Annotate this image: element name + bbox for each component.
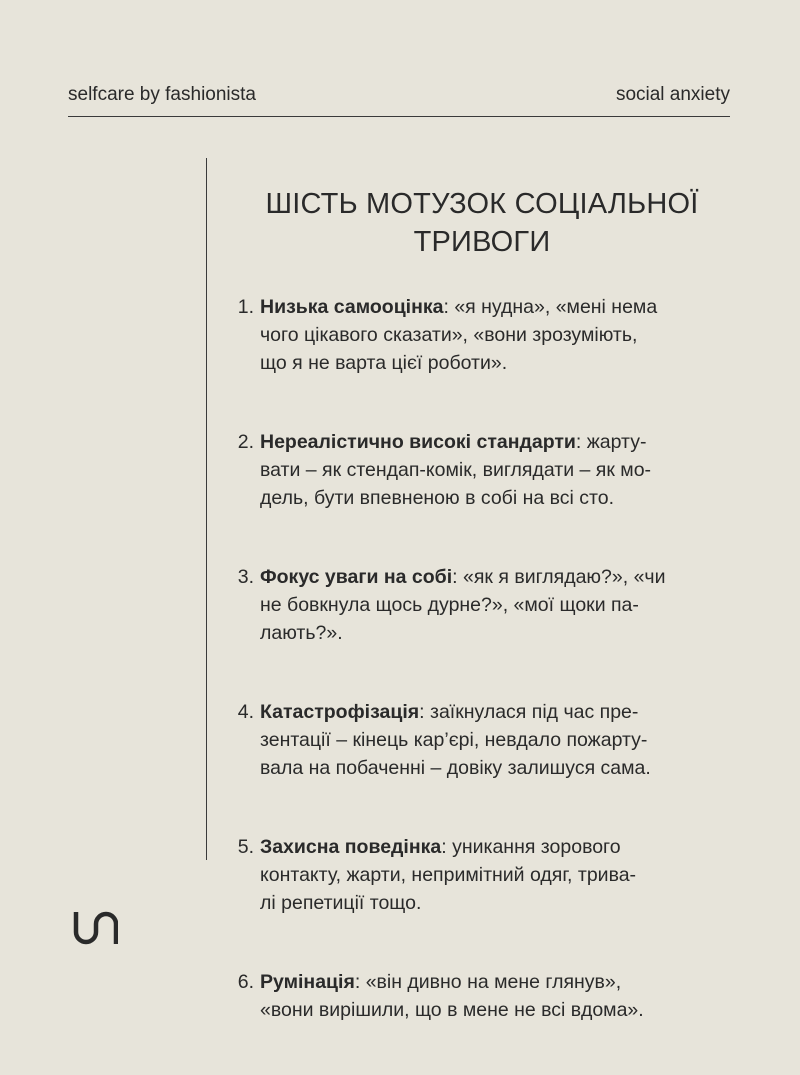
- item-body: Низька самооцінка: «я нудна», «мені нема чого цікавого сказати», «вони зрозуміють, що я не варта цієї роботи».: [260, 296, 658, 374]
- item-line: контакту, жарти, непримітний одяг, трива-: [260, 864, 637, 886]
- item-line: дель, бути впевненою в собі на всі сто.: [260, 487, 614, 509]
- main-content: [232, 185, 732, 1075]
- vertical-divider: [206, 158, 207, 860]
- item-line: що я не варта цієї роботи».: [260, 352, 508, 374]
- item-line: «він дивно на мене глянув»,: [365, 971, 622, 993]
- item-number: 3.: [237, 566, 254, 588]
- item-line: лі репетиції тощо.: [260, 892, 422, 914]
- item-line: зентації – кінець кар’єрі, невдало пожарту-: [260, 729, 648, 751]
- page-title: [232, 185, 732, 261]
- item-line: чого цікавого сказати», «вони зрозуміють,: [260, 324, 638, 346]
- item-number: 5.: [237, 836, 254, 858]
- item-line: вати – як стендап-комік, виглядати – як мо-: [260, 459, 652, 481]
- item-line: «я нудна», «мені нема: [454, 296, 658, 318]
- item-line: лають?».: [260, 622, 343, 644]
- fashionista-logo-icon: [72, 910, 118, 946]
- item-body: Захисна поведінка: уникання зорового контакту, жарти, непримітний одяг, трива- лі репетиції тощо.: [260, 836, 637, 914]
- item-line: жарту-: [586, 431, 647, 453]
- item-line: вала на побаченні – довіку залишуся сама.: [260, 757, 651, 779]
- list-item: [232, 968, 732, 1024]
- item-body: Румінація: «він дивно на мене глянув», «вони вирішили, що в мене не всі вдома».: [260, 971, 644, 1021]
- list-item: [232, 698, 732, 782]
- item-number: 1.: [237, 296, 254, 318]
- list-item: [232, 833, 732, 917]
- item-number: 6.: [237, 971, 254, 993]
- item-number: 4.: [237, 701, 254, 723]
- item-term: Захисна поведінка: [260, 836, 442, 858]
- item-line: не бовкнула щось дурне?», «мої щоки па-: [260, 594, 639, 616]
- item-term: Катастрофізація: [260, 701, 420, 723]
- list-item: [232, 563, 732, 647]
- item-term: Румінація: [260, 971, 355, 993]
- title-line-1: ШІСТЬ МОТУЗОК СОЦІАЛЬНОЇ: [265, 188, 699, 220]
- brand-label: selfcare by fashionista: [68, 84, 256, 105]
- item-line: «як я виглядаю?», «чи: [463, 566, 666, 588]
- title-line-2: ТРИВОГИ: [413, 226, 551, 258]
- topic-label: social anxiety: [615, 84, 730, 105]
- item-body: Катастрофізація: заїкнулася під час пре- зентації – кінець кар’єрі, невдало пожарту- вала на побаченні – довіку залишуся сама.: [260, 701, 651, 779]
- item-term: Фокус уваги на собі: [260, 566, 453, 588]
- item-term: Нереалістично високі стандарти: [260, 431, 576, 453]
- list-item: [232, 428, 732, 512]
- list-item: [232, 293, 732, 377]
- item-line: «вони вирішили, що в мене не всі вдома».: [260, 999, 644, 1021]
- item-number: 2.: [237, 431, 254, 453]
- item-line: заїкнулася під час пре-: [430, 701, 639, 723]
- item-line: уникання зорового: [452, 836, 621, 858]
- header: [68, 84, 730, 117]
- item-body: Фокус уваги на собі: «як я виглядаю?», «чи не бовкнула щось дурне?», «мої щоки па- лають?».: [260, 566, 666, 644]
- item-body: Нереалістично високі стандарти: жарту- вати – як стендап-комік, виглядати – як мо- дель, бути впевненою в собі на всі сто.: [260, 431, 652, 509]
- item-term: Низька самооцінка: [260, 296, 444, 318]
